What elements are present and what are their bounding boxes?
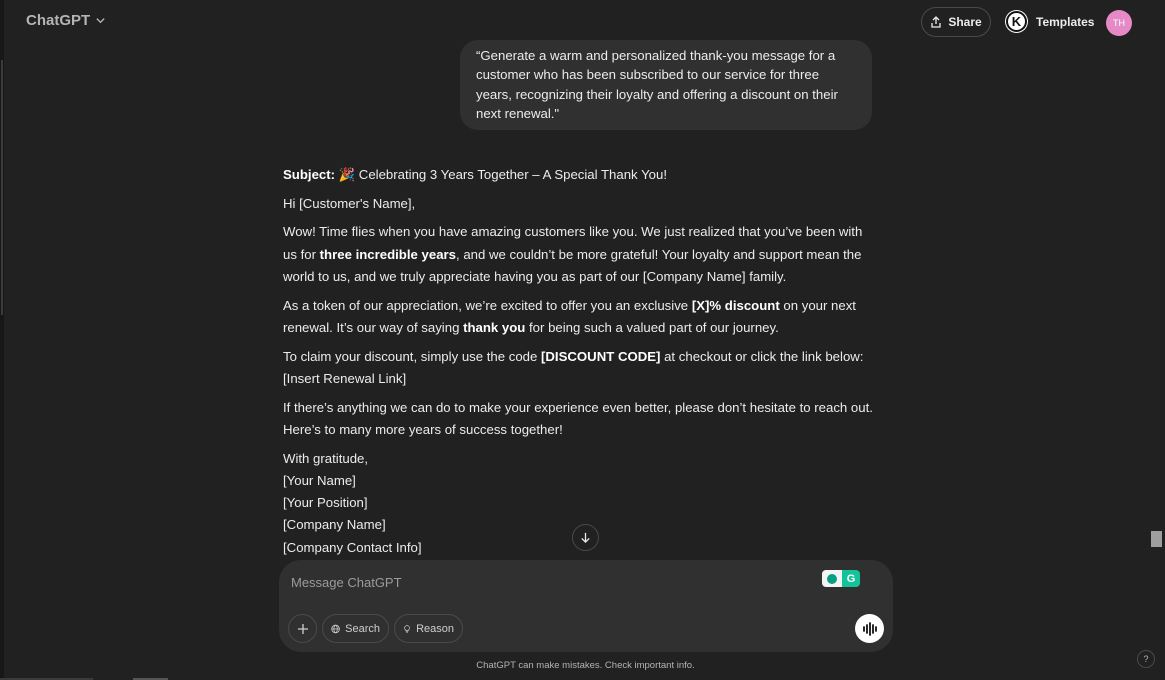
p3-text-a: To claim your discount, simply use the code	[283, 348, 542, 364]
p1-bold: three incredible years	[319, 246, 456, 262]
signoff-line: [Your Name]	[283, 472, 356, 488]
p2-text-a: As a token of our appreciation, we’re excited to offer you an exclusive	[283, 297, 692, 313]
share-icon	[930, 16, 942, 28]
lightbulb-icon	[403, 623, 411, 635]
voice-mode-button[interactable]	[855, 614, 884, 643]
grammarly-icon[interactable]: G	[842, 570, 860, 587]
p2-bold-discount: [X]% discount	[691, 297, 780, 313]
avatar[interactable]: TH	[1106, 10, 1132, 36]
subject-label: Subject:	[283, 167, 336, 182]
p3-bold-code: [DISCOUNT CODE]	[541, 348, 661, 364]
reply-paragraph-2	[283, 295, 873, 340]
model-name: ChatGPT	[26, 12, 91, 29]
templates-logo: K	[1006, 11, 1027, 32]
plus-icon	[297, 623, 309, 635]
p2-text-c: on your next renewal. It’s our way of saying	[283, 297, 856, 335]
templates-button[interactable]	[1006, 11, 1094, 32]
p3-text-c: at checkout or click the link below:	[660, 348, 864, 364]
arrow-down-icon	[579, 531, 592, 544]
signoff-line: [Company Name]	[283, 517, 386, 533]
reply-greeting: Hi [Customer's Name],	[283, 195, 416, 211]
scrollbar-thumb[interactable]	[1151, 531, 1162, 547]
chevron-down-icon	[95, 15, 106, 26]
grammarly-assist-icon[interactable]	[822, 570, 842, 587]
sidebar-scrollbar[interactable]	[1, 60, 3, 315]
signoff-line: [Your Position]	[283, 495, 368, 511]
reason-label: Reason	[416, 622, 454, 635]
disclaimer: ChatGPT can make mistakes. Check important info.	[476, 660, 695, 671]
p1-text-c: , and we couldn’t be more grateful! Your loyalty and support mean the world to us, and we truly appreciate having you as part of our [Company Name] family.	[283, 246, 862, 284]
signoff-line: [Company Contact Info]	[283, 539, 422, 555]
reply-subject	[283, 164, 873, 187]
p1-text-a: Wow! Time flies when you have amazing customers like you. We just realized that you’ve been with us for	[283, 224, 863, 262]
composer	[279, 560, 893, 652]
reply-paragraph-1	[283, 221, 873, 289]
share-button[interactable]	[921, 7, 991, 37]
p2-bold-thanks: thank you	[463, 320, 526, 335]
p2-text-e: for being such a valued part of our journey.	[525, 320, 779, 335]
share-label: Share	[948, 15, 982, 29]
reply-paragraph-4: If there’s anything we can do to make your experience even better, please don’t hesitate to reach out. Here’s to many more years of success together!	[283, 399, 873, 437]
attach-button[interactable]	[288, 614, 317, 643]
globe-icon	[331, 623, 340, 635]
grammarly-widget[interactable]	[822, 570, 860, 587]
user-message: “Generate a warm and personalized thank-you message for a customer who has been subscribed to our service for three years, recognizing their loyalty and offering a discount on their next renewal."	[460, 40, 872, 130]
sidebar-edge	[0, 0, 4, 680]
reply-paragraph-3	[283, 346, 873, 369]
assistant-reply	[283, 164, 873, 559]
subject-text: Celebrating 3 Years Together – A Special Thank You!	[358, 167, 667, 182]
model-selector[interactable]	[26, 12, 106, 29]
reason-button[interactable]	[394, 614, 463, 643]
search-label: Search	[345, 622, 380, 635]
search-button[interactable]	[322, 614, 389, 643]
templates-label: Templates	[1036, 14, 1095, 29]
renewal-link-placeholder: [Insert Renewal Link]	[283, 371, 407, 386]
party-icon: 🎉	[338, 167, 356, 182]
scroll-to-bottom-button[interactable]	[572, 524, 599, 551]
help-button[interactable]: ?	[1137, 650, 1155, 668]
signoff-line: With gratitude,	[283, 450, 369, 466]
voice-icon	[862, 622, 878, 636]
message-input[interactable]	[291, 572, 791, 592]
